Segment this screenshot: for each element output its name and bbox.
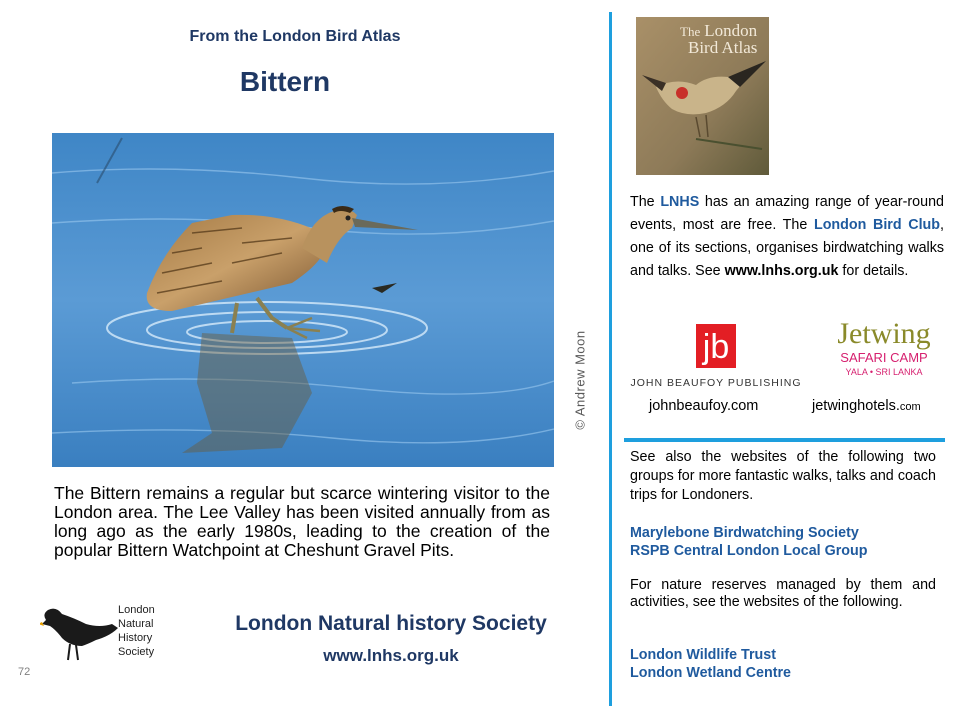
john-beaufoy-caption: JOHN BEAUFOY PUBLISHING	[630, 377, 802, 389]
svg-text:jb: jb	[702, 328, 730, 366]
london-wildlife-trust-link[interactable]: London Wildlife Trust	[630, 647, 776, 663]
species-title: Bittern	[239, 66, 331, 97]
bittern-photo	[52, 133, 554, 467]
jetwing-name: Jetwing	[837, 317, 931, 350]
see-also-paragraph: See also the websites of the following two groups for more fantastic walks, talks and coach trips for Londoners.	[630, 449, 936, 503]
lnhs-info-paragraph: The LNHS has an amazing range of year-round events, most are free. The London Bird Club, one of its sections, organises birdwatching walks and talks. See www.lnhs.org.uk for details.	[630, 194, 945, 279]
jetwing-link[interactable]: jetwinghotels.com	[812, 398, 921, 414]
photo-credit: © Andrew Moon	[572, 330, 588, 430]
john-beaufoy-logo	[622, 322, 810, 392]
book-title-london: London	[704, 21, 758, 40]
jetwing-logo	[832, 318, 936, 390]
nature-reserves-paragraph: For nature reserves managed by them and activities, see the websites of the following.	[630, 577, 936, 610]
society-url[interactable]: www.lnhs.org.uk	[323, 646, 459, 665]
johnbeaufoy-link[interactable]: johnbeaufoy.com	[649, 398, 759, 414]
lnhs-name: LNHS	[660, 194, 700, 210]
atlas-subtitle: From the London Bird Atlas	[189, 28, 401, 45]
blackbird-icon	[40, 600, 120, 666]
lnhs-logo-text: London Natural History Society	[118, 604, 155, 658]
book-cover	[636, 17, 769, 175]
horizontal-divider	[624, 438, 945, 442]
london-bird-club-name: London Bird Club	[813, 217, 941, 233]
jetwing-safari-camp: SAFARI CAMP	[840, 350, 928, 365]
lnhs-link[interactable]: www.lnhs.org.uk	[724, 263, 839, 279]
rspb-central-london-link[interactable]: RSPB Central London Local Group	[630, 543, 868, 559]
marylebone-link[interactable]: Marylebone Birdwatching Society	[630, 525, 859, 541]
species-description: The Bittern remains a regular but scarce wintering visitor to the London area. The Lee Valley has been visited annually from as long ago as the early 1980s, leading to the creation of the popular Bittern Watchpoint at Cheshunt Gravel Pits.	[54, 483, 550, 560]
page-number: 72	[18, 666, 31, 678]
society-name: London Natural history Society	[235, 612, 547, 635]
book-title-the: The	[680, 24, 701, 39]
jetwing-location: YALA • SRI LANKA	[845, 367, 923, 377]
london-wetland-centre-link[interactable]: London Wetland Centre	[630, 665, 791, 681]
book-title-atlas: Bird Atlas	[688, 38, 758, 57]
vertical-divider	[609, 12, 612, 706]
